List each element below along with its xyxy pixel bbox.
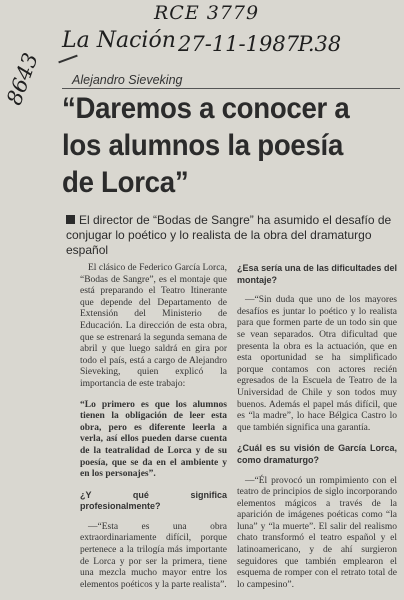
body-paragraph: El clásico de Federico García Lorca, “Bodas de Sangre”, es el montaje que está preparando el Teatro Itinerante que depende del Departamento de Extensión del Ministerio de Educación. La dirección de esta obra, que se estrenará la segunda semana de abril y que luego saldrá en gira por todo el país, está a cargo de Alejandro Sieveking, quien explicó la importancia de este trabajo: xyxy=(80,263,227,389)
lead-text: El director de “Bodas de Sangre” ha asumido el desafío de conjugar lo poético y lo realista de la obra del dramaturgo español xyxy=(66,213,392,257)
handwritten-date: 27-11-1987 xyxy=(178,32,300,56)
body-paragraph: —“Sin duda que uno de los mayores desafíos es juntar lo poético y lo realista para que formen parte de un todo sin que se vean separados. Otra dificultad que presenta la obra es la actuación, que en esta oportunidad se ha simplificado porque contamos con actores recién egresados de la Escuela de Teatro de la Universidad de Chile y son todos muy buenos. Además el papel más difícil, que es “la madre”, lo hace Bélgica Castro lo que también significa una garantía. xyxy=(237,295,397,433)
interview-question: ¿Y qué significa profesionalmente? xyxy=(80,489,227,512)
article-author: Alejandro Sieveking xyxy=(72,73,183,87)
pen-mark xyxy=(58,55,77,64)
handwritten-source: La Nación xyxy=(62,28,176,53)
quote-paragraph: “Lo primero es que los alumnos tienen la obligación de leer esta obra, pero es diferente leerla a verla, así ellos pueden darse cuenta de la teatralidad de Lorca y de su poesía, que se da en el ambiente y en los personajes”. xyxy=(80,399,227,480)
article-column-1 xyxy=(80,263,227,600)
interview-question: ¿Cuál es su visión de García Lorca, como dramaturgo? xyxy=(237,443,397,465)
handwritten-page: P.38 xyxy=(298,32,342,56)
handwritten-side-number: 8643 xyxy=(2,49,43,109)
article-headline: “Daremos a conocer a los alumnos la poesía de Lorca” xyxy=(62,92,350,199)
article-lead xyxy=(66,213,398,258)
body-paragraph: —“Esta es una obra extraordinariamente difícil, porque pertenece a la trilogía más importante de Lorca y por ser la primera, tiene una mezcla mucho mayor entre los elementos poéticos y la parte realista”. xyxy=(80,521,227,590)
lead-square-bullet xyxy=(66,215,75,224)
handwritten-reference: RCE 3779 xyxy=(154,2,260,24)
body-paragraph: —“Él provocó un rompimiento con el teatro de principios de siglo incorporando elementos mágicos a través de la aparición de imágenes poéticas como “la luna” y “la muerte”. El salir del realismo chato transformó el teatro español y el latinoamericano, y de ahí surgieron seguidores que también emplearon el esquema de romper con el retrato total de lo campesino”. xyxy=(237,475,397,590)
interview-question: ¿Esa sería una de las dificultades del montaje? xyxy=(237,263,397,285)
header-rule xyxy=(62,88,400,89)
article-column-2 xyxy=(237,263,397,600)
